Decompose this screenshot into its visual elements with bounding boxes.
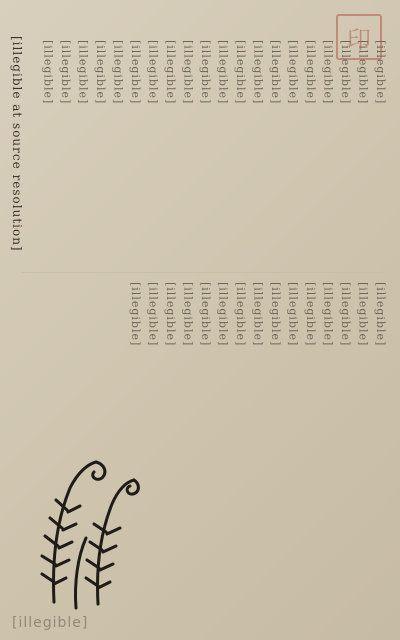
text-column: [illegible] [321,40,335,105]
text-column: [illegible] [76,40,90,105]
text-column: [illegible] [251,40,265,105]
text-column: [illegible] [111,40,125,105]
text-column: [illegible] [356,40,370,105]
text-column: [illegible] [286,282,300,347]
fern-ornament-icon [36,452,140,612]
text-column: [illegible] [286,40,300,105]
column-divider [22,272,386,273]
text-column: [illegible] [339,40,352,105]
text-column: [illegible] [41,40,55,105]
text-column: [illegible] [181,282,195,347]
text-column: [illegible] [216,282,230,347]
text-column: [illegible] [321,282,335,347]
text-column: [illegible] [251,282,265,347]
text-column: [illegible] [374,40,387,105]
text-column: [illegible] [269,40,282,105]
text-column: [illegible] [94,40,107,105]
collection-seal: [illegible] [12,615,89,631]
text-column: [illegible] [216,40,230,105]
text-column: [illegible] [304,40,317,105]
text-column: [illegible] [129,282,142,347]
text-column: [illegible] [164,282,177,347]
text-column: [illegible] [146,282,160,347]
text-column: [illegible] [374,282,387,347]
text-column: [illegible] [199,40,212,105]
text-column: [illegible] [164,40,177,105]
text-column: [illegible] [59,40,72,105]
text-column: [illegible] [234,282,247,347]
text-column: [illegible] [181,40,195,105]
text-column: [illegible] [269,282,282,347]
text-column: [illegible] [234,40,247,105]
text-column: [illegible] [356,282,370,347]
red-stamp: 印 [336,14,382,60]
running-header: [illegible at source resolution] [10,36,24,252]
text-column: [illegible] [339,282,352,347]
text-column: [illegible] [129,40,142,105]
text-column: [illegible] [304,282,317,347]
text-column: [illegible] [199,282,212,347]
text-column: [illegible] [146,40,160,105]
